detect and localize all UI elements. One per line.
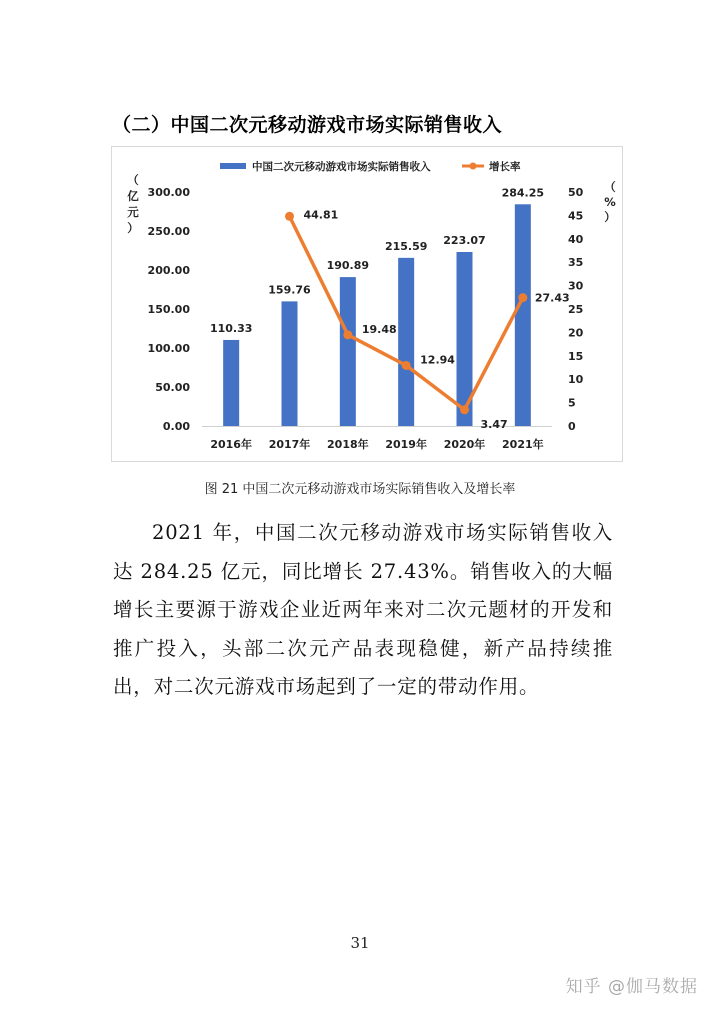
left-axis-tick-label: 300.00	[147, 186, 190, 199]
growth-rate-point	[343, 330, 352, 339]
bar	[515, 204, 531, 426]
chart-container	[111, 146, 623, 462]
right-axis-tick-label: 50	[568, 186, 584, 199]
page-number: 31	[350, 934, 370, 952]
body-paragraph: 2021 年，中国二次元移动游戏市场实际销售收入达 284.25 亿元，同比增长 27.43%。销售收入的大幅增长主要源于游戏企业近两年来对二次元题材的开发和推广投入，头部二次元产品表现稳健，新产品持续推出，对二次元游戏市场起到了一定的带动作用。	[113, 521, 613, 698]
left-axis-tick-label: 250.00	[147, 225, 190, 238]
right-axis-tick-label: 10	[568, 373, 584, 387]
right-axis-tick-label: 30	[568, 279, 584, 293]
watermark: 知乎 @伽马数据	[565, 977, 698, 997]
bar	[223, 340, 239, 426]
right-axis-tick-label: 25	[568, 303, 584, 316]
left-axis-tick-label: 0.00	[162, 420, 190, 433]
growth-rate-point	[402, 361, 411, 370]
right-axis-title: （%）	[604, 180, 616, 224]
bar-value-label: 159.76	[268, 283, 311, 297]
growth-rate-point	[518, 293, 527, 302]
bar	[340, 277, 356, 426]
right-axis-tick-label: 20	[568, 326, 584, 340]
x-axis-tick-label: 2017年	[268, 438, 311, 451]
bar-value-label: 215.59	[384, 239, 428, 253]
growth-rate-point	[460, 405, 469, 414]
x-axis-tick-label: 2021年	[502, 438, 544, 451]
x-axis-tick-label: 2020年	[443, 438, 486, 451]
growth-rate-point	[285, 212, 294, 221]
left-axis-tick-label: 150.00	[147, 303, 190, 316]
bar-value-label: 223.07	[443, 234, 486, 248]
x-axis-tick-label: 2016年	[210, 438, 252, 451]
growth-rate-label: 3.47	[480, 417, 508, 431]
legend-bar-label: 中国二次元移动游戏市场实际销售收入	[252, 161, 431, 173]
right-axis-tick-label: 15	[568, 349, 584, 363]
growth-rate-label: 19.48	[361, 322, 397, 336]
combo-chart	[112, 147, 624, 463]
right-axis-tick-label: 0	[568, 420, 576, 433]
section-title: （二）中国二次元移动游戏市场实际销售收入	[112, 114, 503, 136]
left-axis-tick-label: 100.00	[147, 342, 190, 355]
right-axis-tick-label: 35	[568, 256, 584, 270]
bar-value-label: 284.25	[501, 186, 545, 200]
legend-line-label: 增长率	[489, 161, 521, 173]
x-axis-tick-label: 2019年	[385, 438, 427, 451]
growth-rate-label: 12.94	[420, 353, 455, 367]
right-axis-tick-label: 45	[568, 209, 584, 223]
left-axis-tick-label: 50.00	[155, 381, 190, 394]
growth-rate-label: 44.81	[303, 208, 339, 222]
legend-bar-swatch	[220, 163, 246, 169]
bar-value-label: 190.89	[326, 259, 370, 273]
right-axis-tick-label: 40	[568, 232, 584, 246]
bar	[398, 258, 414, 426]
legend-line-marker	[470, 163, 477, 170]
growth-rate-label: 27.43	[534, 291, 570, 305]
bar-value-label: 110.33	[209, 321, 253, 335]
figure-caption: 图 21 中国二次元移动游戏市场实际销售收入及增长率	[204, 482, 516, 497]
x-axis-tick-label: 2018年	[327, 438, 369, 451]
left-axis-title: （亿元）	[127, 173, 139, 235]
bar	[282, 301, 298, 426]
right-axis-tick-label: 5	[568, 396, 576, 410]
left-axis-tick-label: 200.00	[147, 264, 190, 277]
